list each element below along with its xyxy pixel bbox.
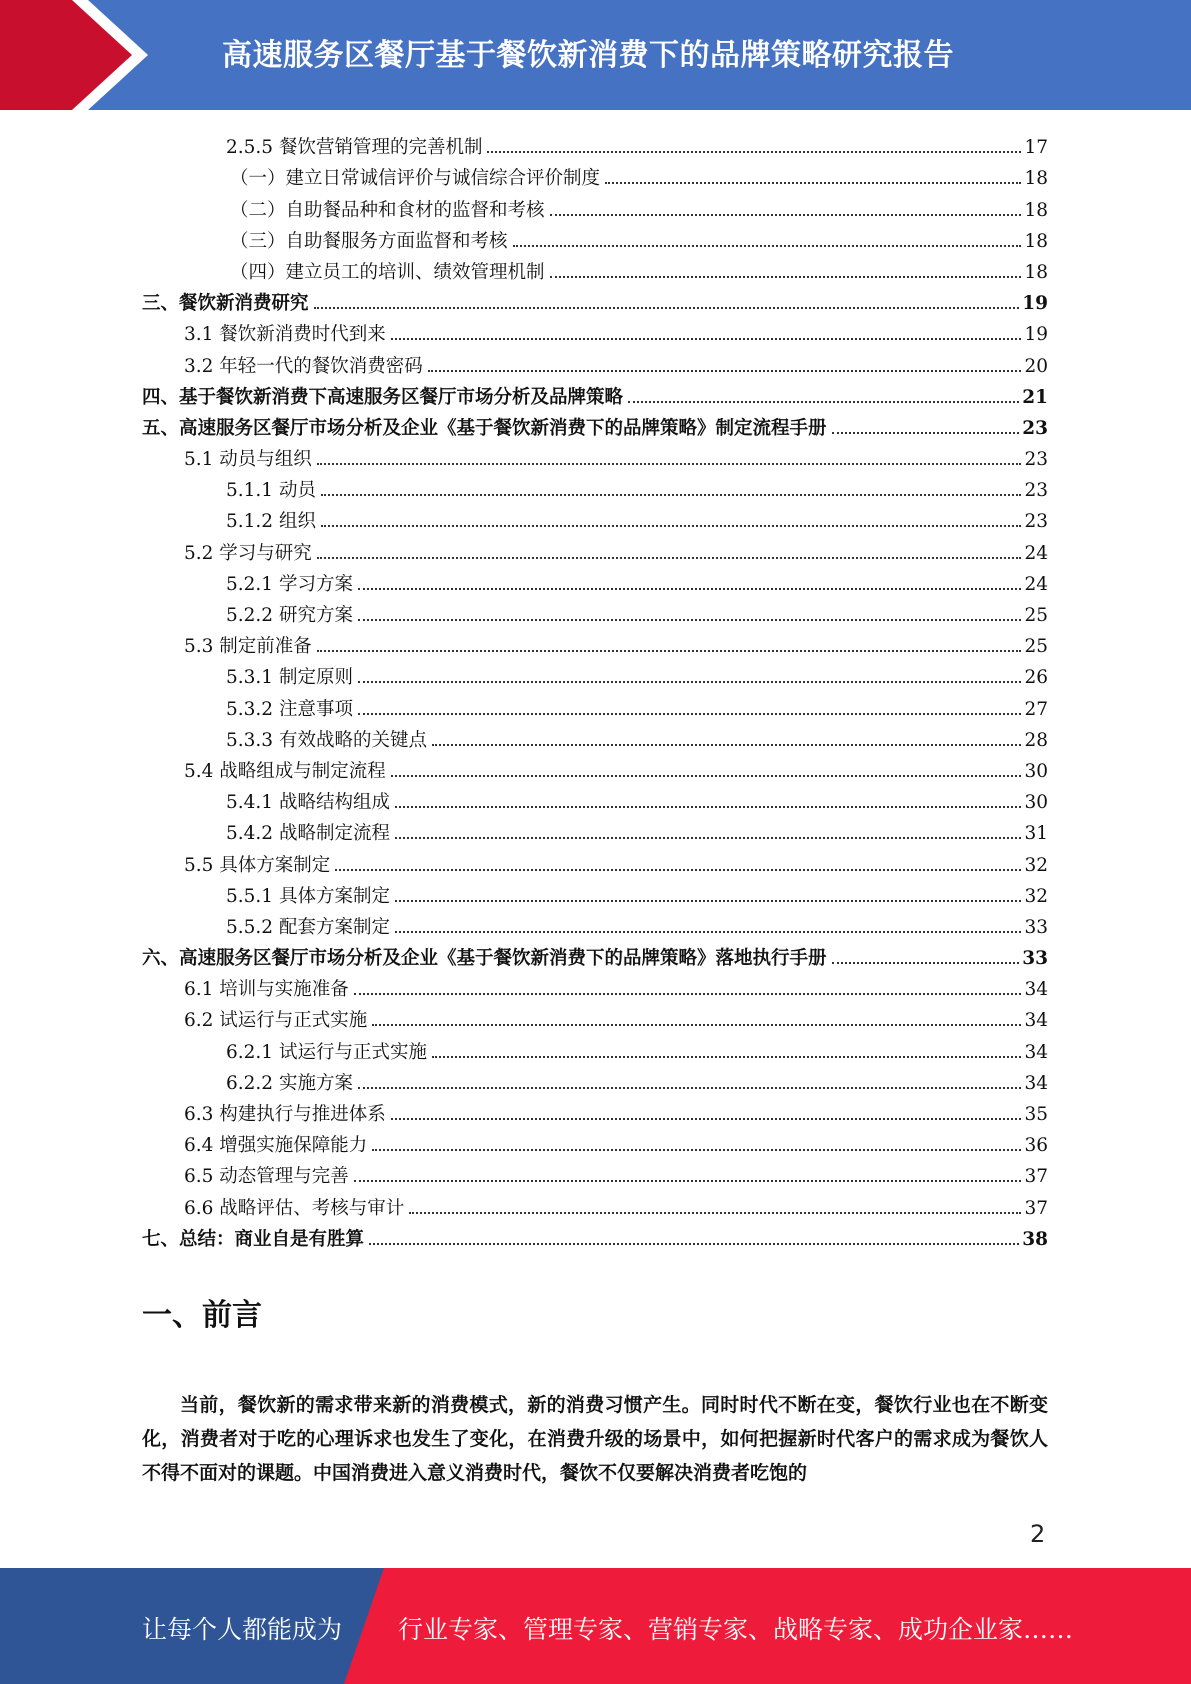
- toc-entry[interactable]: [142, 721, 1048, 752]
- toc-entry[interactable]: [142, 596, 1048, 627]
- toc-entry-label: 5.2.1 学习方案: [226, 573, 353, 595]
- toc-entry-label: 5.4 战略组成与制定流程: [184, 760, 386, 782]
- page-footer: [0, 1568, 1191, 1684]
- toc-entry-page: 37: [1024, 1197, 1048, 1219]
- toc-entry[interactable]: [142, 845, 1048, 876]
- footer-slogan-left: 让每个人都能成为: [142, 1615, 343, 1644]
- document-title: 高速服务区餐厅基于餐饮新消费下的品牌策略研究报告: [222, 38, 954, 73]
- toc-leader-dots: [317, 557, 1022, 559]
- body-text: [142, 1388, 1048, 1490]
- toc-entry-label: 5.3.2 注意事项: [226, 698, 353, 720]
- toc-entry-page: 18: [1024, 199, 1048, 221]
- toc-entry-label: 5.5.1 具体方案制定: [226, 885, 390, 907]
- toc-leader-dots: [335, 869, 1021, 871]
- toc-entry-label: 5.4.1 战略结构组成: [226, 792, 390, 814]
- toc-leader-dots: [409, 1212, 1021, 1214]
- toc-entry-label: 5.3 制定前准备: [184, 636, 312, 658]
- toc-leader-dots: [432, 1056, 1021, 1058]
- toc-entry-page: 26: [1024, 667, 1048, 689]
- toc-entry-label: 3.1 餐饮新消费时代到来: [184, 324, 386, 346]
- toc-entry-label: 5.4.2 战略制定流程: [226, 823, 390, 845]
- toc-entry[interactable]: [142, 1095, 1048, 1126]
- toc-entry[interactable]: [142, 627, 1048, 658]
- toc-leader-dots: [321, 525, 1022, 527]
- toc-entry[interactable]: [142, 284, 1048, 315]
- toc-leader-dots: [358, 619, 1022, 621]
- toc-leader-dots: [354, 1180, 1022, 1182]
- toc-entry-label: 6.2 试运行与正式实施: [184, 1010, 368, 1032]
- toc-entry-page: 38: [1022, 1228, 1048, 1250]
- section-heading: 一、前言: [142, 1298, 262, 1333]
- toc-entry-page: 24: [1024, 573, 1048, 595]
- toc-entry-label: 6.1 培训与实施准备: [184, 979, 349, 1001]
- page-number: 2: [1030, 1520, 1046, 1548]
- toc-entry-label: （四）建立员工的培训、绩效管理机制: [230, 261, 545, 283]
- toc-leader-dots: [832, 432, 1020, 434]
- body-paragraph: 当前，餐饮新的需求带来新的消费模式，新的消费习惯产生。同时时代不断在变，餐饮行业也在不断变化，消费者对于吃的心理诉求也发生了变化，在消费升级的场景中，如何把握新时代客户的需求成为餐饮人不得不面对的课题。中国消费进入意义消费时代，餐饮不仅要解决消费者吃饱的: [142, 1394, 1048, 1484]
- toc-entry-label: 3.2 年轻一代的餐饮消费密码: [184, 355, 423, 377]
- toc-leader-dots: [314, 307, 1020, 309]
- toc-leader-dots: [432, 744, 1021, 746]
- toc-entry-page: 20: [1024, 355, 1048, 377]
- toc-entry[interactable]: [142, 1126, 1048, 1157]
- toc-entry-page: 33: [1022, 948, 1048, 970]
- toc-entry-label: 6.2.1 试运行与正式实施: [226, 1041, 427, 1063]
- footer-slogan-right: 行业专家、管理专家、营销专家、战略专家、成功企业家……: [398, 1615, 1074, 1644]
- toc-leader-dots: [358, 681, 1022, 683]
- toc-leader-dots: [605, 182, 1021, 184]
- toc-entry-page: 28: [1024, 729, 1048, 751]
- toc-leader-dots: [317, 463, 1022, 465]
- toc-entry-page: 37: [1024, 1166, 1048, 1188]
- toc-entry-page: 23: [1024, 449, 1048, 471]
- toc-entry-label: 5.2 学习与研究: [184, 542, 312, 564]
- toc-entry-label: 5.5 具体方案制定: [184, 854, 331, 876]
- toc-entry-page: 25: [1024, 636, 1048, 658]
- toc-entry-page: 18: [1024, 168, 1048, 190]
- toc-entry-label: 5.5.2 配套方案制定: [226, 916, 390, 938]
- toc-leader-dots: [317, 650, 1022, 652]
- toc-entry-page: 34: [1024, 1010, 1048, 1032]
- toc-entry-page: 24: [1024, 542, 1048, 564]
- toc-entry-label: （二）自助餐品种和食材的监督和考核: [230, 199, 545, 221]
- toc-entry-label: 六、高速服务区餐厅市场分析及企业《基于餐饮新消费下的品牌策略》落地执行手册: [142, 948, 827, 970]
- toc-entry-label: 5.1.1 动员: [226, 480, 316, 502]
- toc-entry-label: 6.5 动态管理与完善: [184, 1166, 349, 1188]
- toc-entry-page: 30: [1024, 792, 1048, 814]
- toc-leader-dots: [372, 1149, 1021, 1151]
- toc-entry-page: 33: [1024, 916, 1048, 938]
- toc-entry-page: 27: [1024, 698, 1048, 720]
- toc-entry[interactable]: [142, 471, 1048, 502]
- toc-entry-page: 21: [1022, 386, 1048, 408]
- toc-entry-page: 36: [1024, 1135, 1048, 1157]
- header-arrow-graphic: [0, 0, 160, 110]
- toc-leader-dots: [372, 1024, 1021, 1026]
- toc-entry[interactable]: [142, 814, 1048, 845]
- toc-entry-page: 35: [1024, 1104, 1048, 1125]
- toc-entry-page: 17: [1024, 137, 1048, 159]
- toc-leader-dots: [428, 370, 1022, 372]
- toc-entry[interactable]: [142, 1220, 1048, 1251]
- toc-entry[interactable]: [142, 752, 1048, 783]
- toc-entry[interactable]: [142, 689, 1048, 720]
- toc-entry[interactable]: [142, 128, 1048, 159]
- toc-entry-label: 5.1 动员与组织: [184, 449, 312, 471]
- toc-entry-page: 25: [1024, 605, 1048, 626]
- toc-leader-dots: [358, 588, 1022, 590]
- toc-entry[interactable]: [142, 783, 1048, 814]
- table-of-contents: [142, 128, 1048, 1251]
- toc-entry-page: 32: [1024, 885, 1048, 907]
- toc-entry[interactable]: [142, 877, 1048, 908]
- toc-entry-page: 18: [1024, 230, 1048, 252]
- toc-entry-page: 34: [1024, 979, 1048, 1001]
- toc-entry[interactable]: [142, 222, 1048, 253]
- toc-leader-dots: [391, 1118, 1022, 1120]
- toc-entry-label: 2.5.5 餐饮营销管理的完善机制: [226, 137, 483, 159]
- toc-entry-label: 6.2.2 实施方案: [226, 1072, 353, 1094]
- toc-leader-dots: [321, 494, 1022, 496]
- toc-leader-dots: [358, 713, 1022, 715]
- toc-leader-dots: [354, 993, 1022, 995]
- toc-entry[interactable]: [142, 533, 1048, 564]
- toc-entry[interactable]: [142, 1157, 1048, 1188]
- toc-entry[interactable]: [142, 1032, 1048, 1063]
- toc-entry-label: 五、高速服务区餐厅市场分析及企业《基于餐饮新消费下的品牌策略》制定流程手册: [142, 417, 827, 439]
- toc-leader-dots: [395, 837, 1021, 839]
- toc-leader-dots: [395, 931, 1021, 933]
- toc-entry-page: 19: [1022, 293, 1048, 315]
- toc-entry[interactable]: [142, 565, 1048, 596]
- toc-entry[interactable]: [142, 409, 1048, 440]
- toc-entry-page: 23: [1024, 480, 1048, 502]
- toc-entry[interactable]: [142, 378, 1048, 409]
- toc-leader-dots: [832, 962, 1020, 964]
- toc-entry[interactable]: [142, 190, 1048, 221]
- toc-entry-page: 18: [1024, 261, 1048, 283]
- page-header: [0, 0, 1191, 110]
- toc-entry-label: 四、基于餐饮新消费下高速服务区餐厅市场分析及品牌策略: [142, 386, 624, 408]
- toc-entry-label: （一）建立日常诚信评价与诚信综合评价制度: [230, 168, 601, 190]
- toc-leader-dots: [550, 214, 1022, 216]
- toc-entry-label: 5.3.3 有效战略的关键点: [226, 729, 427, 751]
- toc-leader-dots: [369, 1243, 1019, 1245]
- toc-entry[interactable]: [142, 939, 1048, 970]
- toc-leader-dots: [513, 245, 1022, 247]
- toc-entry-page: 34: [1024, 1041, 1048, 1063]
- toc-leader-dots: [628, 401, 1019, 403]
- toc-leader-dots: [358, 1087, 1022, 1089]
- toc-entry-label: 6.3 构建执行与推进体系: [184, 1104, 386, 1125]
- toc-entry-page: 30: [1024, 760, 1048, 782]
- toc-entry-page: 23: [1024, 511, 1048, 533]
- toc-entry-label: 七、总结：商业自是有胜算: [142, 1228, 365, 1250]
- toc-entry-label: 6.6 战略评估、考核与审计: [184, 1197, 405, 1219]
- toc-leader-dots: [391, 775, 1022, 777]
- toc-entry-page: 32: [1024, 854, 1048, 876]
- toc-entry-label: 5.3.1 制定原则: [226, 667, 353, 689]
- toc-entry[interactable]: [142, 1188, 1048, 1219]
- toc-entry[interactable]: [142, 315, 1048, 346]
- toc-entry-page: 34: [1024, 1072, 1048, 1094]
- toc-entry-label: （三）自助餐服务方面监督和考核: [230, 230, 508, 252]
- toc-entry-label: 6.4 增强实施保障能力: [184, 1135, 368, 1157]
- toc-entry-label: 5.2.2 研究方案: [226, 605, 353, 626]
- toc-leader-dots: [391, 338, 1022, 340]
- toc-leader-dots: [487, 151, 1021, 153]
- toc-entry-page: 19: [1024, 324, 1048, 346]
- toc-entry[interactable]: [142, 1064, 1048, 1095]
- toc-entry-label: 三、餐饮新消费研究: [142, 293, 309, 315]
- toc-leader-dots: [395, 806, 1021, 808]
- toc-entry[interactable]: [142, 658, 1048, 689]
- toc-entry-page: 23: [1022, 417, 1048, 439]
- toc-entry[interactable]: [142, 970, 1048, 1001]
- toc-entry[interactable]: [142, 159, 1048, 190]
- toc-entry[interactable]: [142, 1001, 1048, 1032]
- toc-leader-dots: [395, 900, 1021, 902]
- toc-entry[interactable]: [142, 346, 1048, 377]
- toc-entry-page: 31: [1024, 823, 1048, 845]
- toc-entry[interactable]: [142, 502, 1048, 533]
- toc-entry-label: 5.1.2 组织: [226, 511, 316, 533]
- toc-leader-dots: [550, 276, 1022, 278]
- toc-entry[interactable]: [142, 908, 1048, 939]
- toc-entry[interactable]: [142, 253, 1048, 284]
- toc-entry[interactable]: [142, 440, 1048, 471]
